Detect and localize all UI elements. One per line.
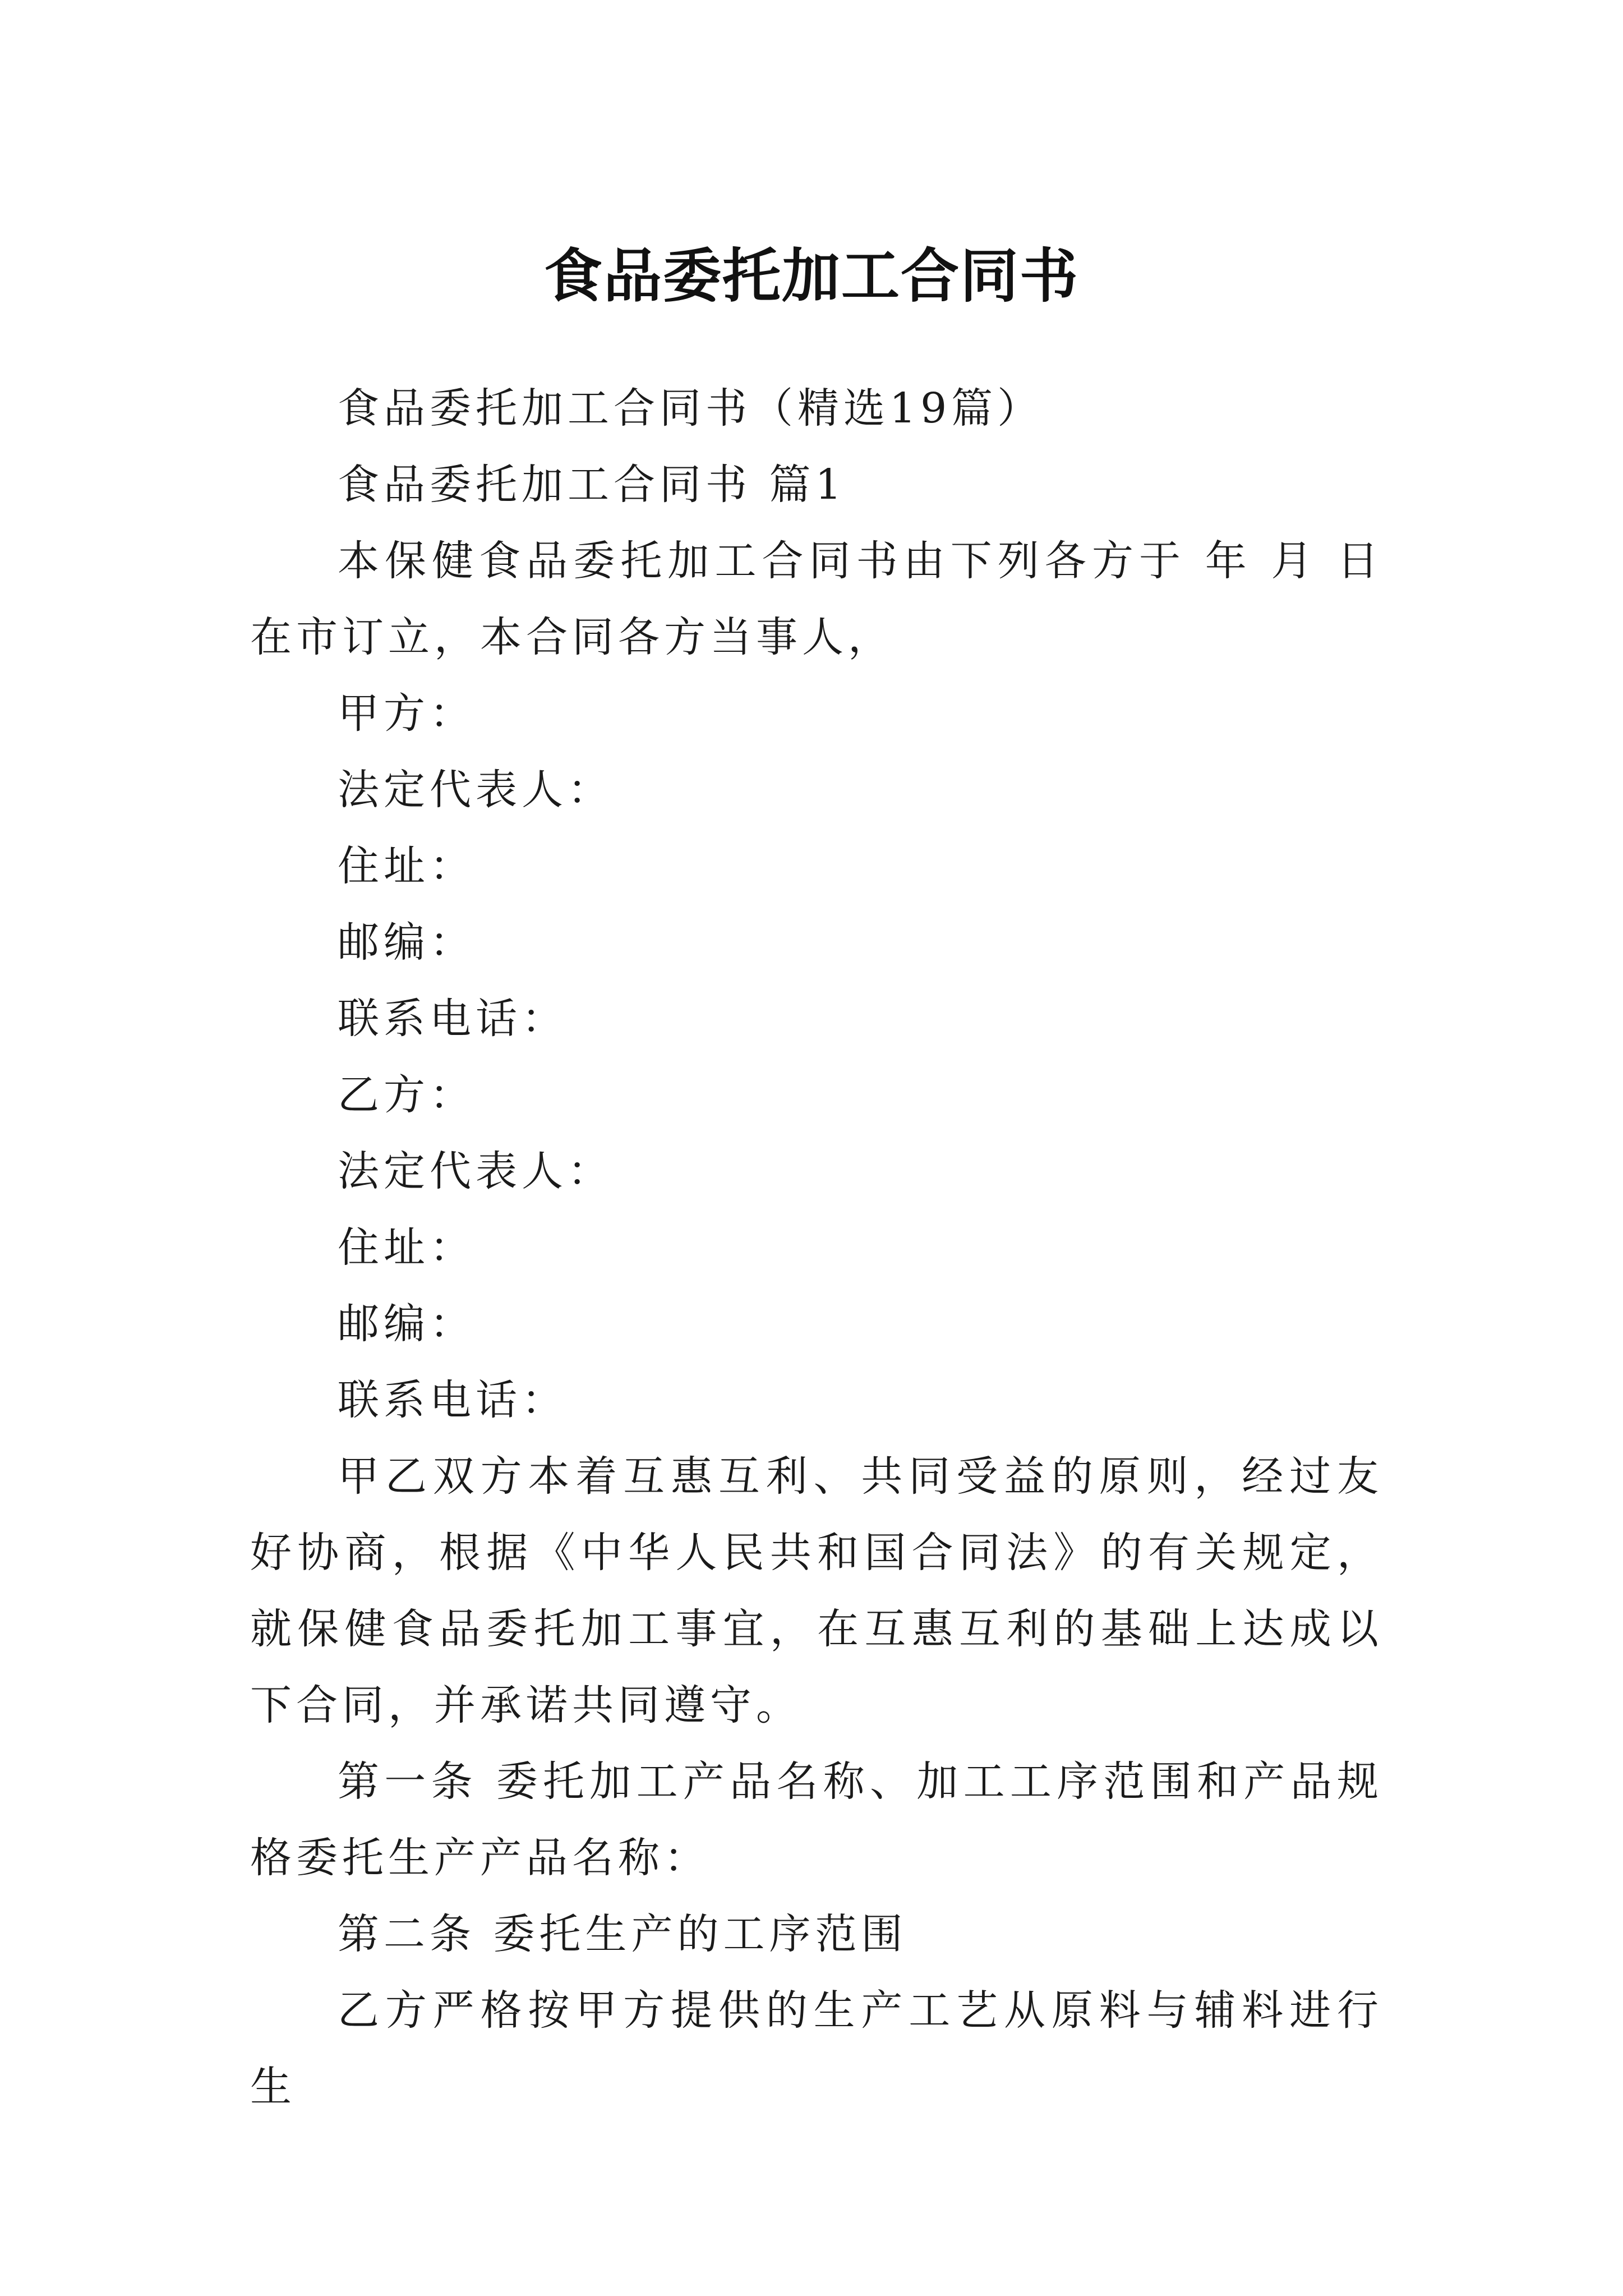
document-body [250, 370, 1383, 2125]
paragraph-collection-title: 食品委托加工合同书（精选19篇） [338, 384, 1044, 432]
party-b-label: 乙方： [338, 1071, 476, 1119]
party-a-legal-rep-label: 法定代表人： [338, 766, 614, 814]
paragraph-section-heading: 食品委托加工合同书 篇1 [338, 461, 846, 509]
article-1: 第一条 委托加工产品名称、加工工序范围和产品规格委托生产产品名称： [250, 1757, 1383, 1882]
party-b-address-label: 住址： [338, 1223, 476, 1272]
article-2: 第二条 委托生产的工序范围 [338, 1910, 907, 1958]
paragraph-intro: 本保健食品委托加工合同书由下列各方于 年 月 日在市订立，本合同各方当事人， [250, 537, 1383, 661]
party-b-postcode-label: 邮编： [338, 1300, 476, 1348]
party-b-phone-label: 联系电话： [338, 1376, 568, 1424]
document-title: 食品委托加工合同书 [543, 241, 1079, 310]
party-a-address-label: 住址： [338, 842, 476, 890]
party-a-label: 甲方： [338, 689, 476, 738]
paragraph-article-2-body: 乙方严格按甲方提供的生产工艺从原料与辅料进行生 [250, 1986, 1383, 2111]
party-b-legal-rep-label: 法定代表人： [338, 1147, 614, 1195]
paragraph-agreement-basis: 甲乙双方本着互惠互利、共同受益的原则，经过友好协商，根据《中华人民共和国合同法》的有关规定，就保健食品委托加工事宜，在互惠互利的基础上达成以下合同，并承诺共同遵守。 [250, 1452, 1383, 1729]
party-a-postcode-label: 邮编： [338, 918, 476, 967]
party-a-phone-label: 联系电话： [338, 995, 568, 1043]
